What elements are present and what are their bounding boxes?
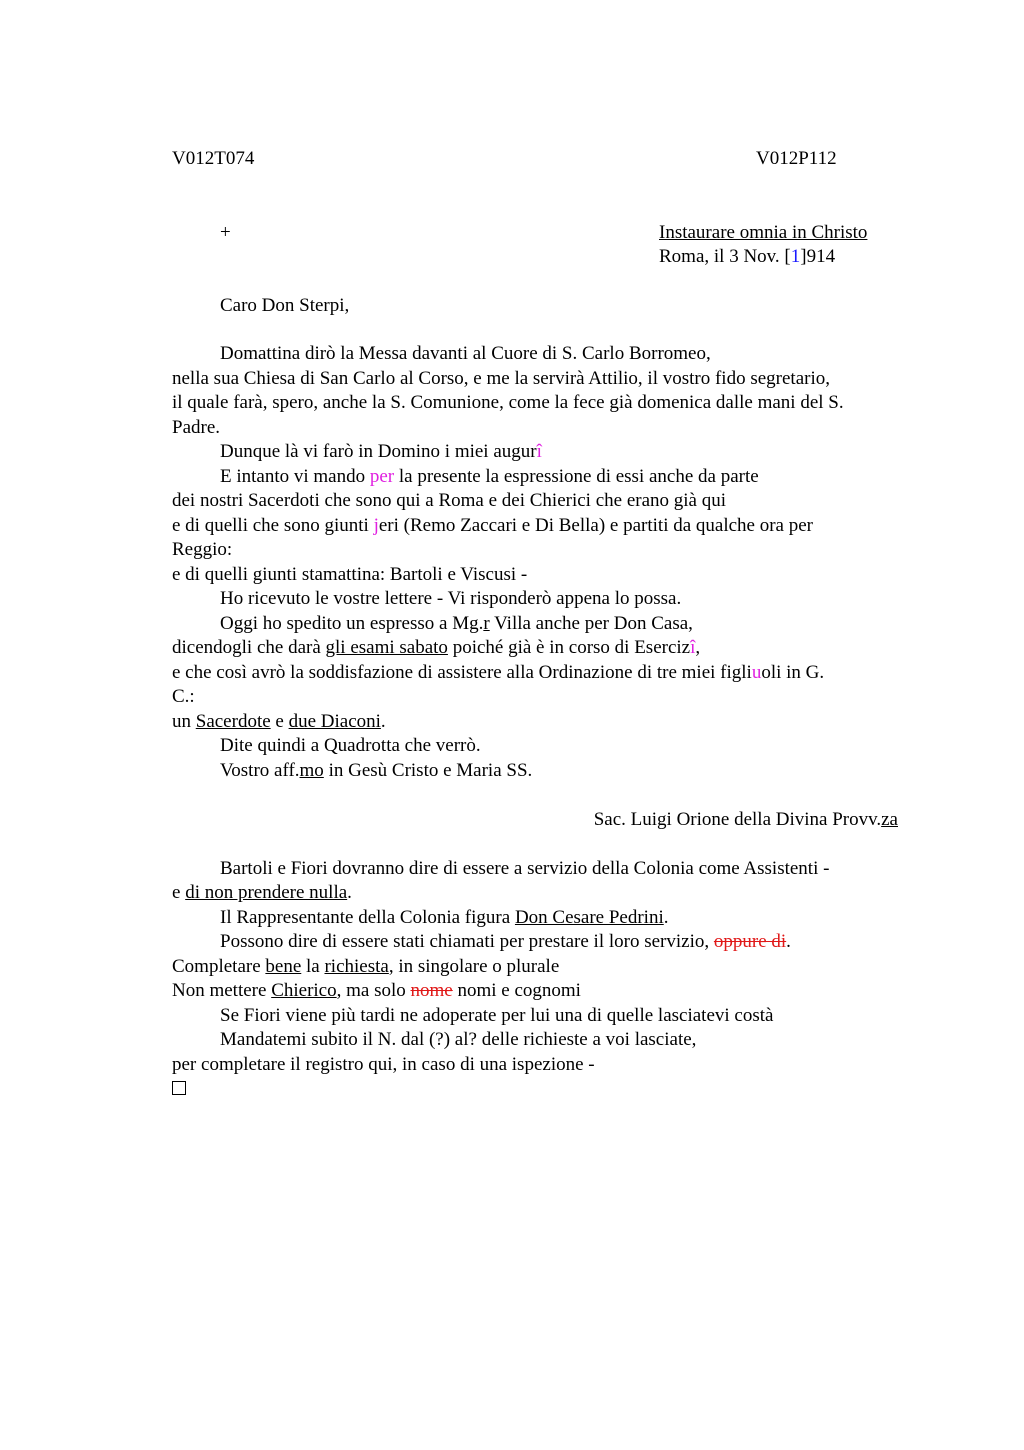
text: , ma solo xyxy=(336,980,411,1001)
text: . xyxy=(786,931,791,952)
underlined-text: mo xyxy=(299,759,324,781)
text: e xyxy=(172,882,186,903)
text: la presente la espressione di essi anche da parte xyxy=(394,465,759,487)
text: . xyxy=(663,906,669,928)
editorial-mark: j xyxy=(373,514,379,536)
text: e che così avrò la soddisfazione di assistere alla Ordinazione di tre miei figli xyxy=(172,661,752,683)
signature-abbr: za xyxy=(881,808,898,830)
text: nomi e cognomi xyxy=(452,980,581,1001)
dateline-post: ]914 xyxy=(800,246,836,267)
underlined-text: di non prendere nulla xyxy=(185,882,348,903)
underlined-text: gli esami sabato xyxy=(325,637,448,658)
body-line xyxy=(172,465,912,490)
editorial-mark: u xyxy=(751,661,762,683)
body-line xyxy=(172,661,912,686)
underlined-text: Chierico xyxy=(271,980,337,1001)
text: E intanto vi mando xyxy=(220,465,370,487)
underlined-text: richiesta xyxy=(324,955,389,977)
body-line: Padre. xyxy=(172,416,221,438)
deleted-text: oppure di xyxy=(713,931,787,952)
text: oli in G. xyxy=(761,661,825,683)
body-line: dei nostri Sacerdoti che sono qui a Roma e dei Chierici che erano già qui xyxy=(172,490,726,511)
body-line: Dite quindi a Quadrotta che verrò. xyxy=(220,735,481,756)
salutation: Caro Don Sterpi, xyxy=(220,295,350,316)
underlined-text: due Diaconi xyxy=(288,710,381,732)
text: un xyxy=(172,710,196,732)
underlined-text: r xyxy=(483,612,490,634)
editorial-mark: per xyxy=(369,465,395,487)
end-mark xyxy=(172,1077,912,1102)
text: e di quelli che sono giunti xyxy=(172,514,374,536)
postscript-line: per completare il registro qui, in caso di una ispezione - xyxy=(172,1053,595,1075)
postscript-line xyxy=(172,906,912,931)
body-line: il quale farà, spero, anche la S. Comunione, come la fece già domenica dalle mani del S. xyxy=(172,392,844,413)
underlined-text: Don Cesare Pedrini xyxy=(514,906,664,928)
body-line: C.: xyxy=(172,686,195,707)
motto: Instaurare omnia in Christo xyxy=(659,222,868,243)
text: la xyxy=(301,955,325,977)
body-line: Domattina dirò la Messa davanti al Cuore di S. Carlo Borromeo, xyxy=(220,343,711,364)
text: Non mettere xyxy=(172,980,272,1001)
editorial-mark: î xyxy=(690,637,696,658)
document-code-right: V012P112 xyxy=(756,148,837,169)
body-line: nella sua Chiesa di San Carlo al Corso, e me la servirà Attilio, il vostro fido segretario, xyxy=(172,367,830,389)
editorial-mark: î xyxy=(536,441,542,462)
text: , xyxy=(695,637,701,658)
text: Dunque là vi farò in Domino i miei augur xyxy=(220,441,537,462)
text: poiché già è in corso di Eserciz xyxy=(447,637,691,658)
body-line xyxy=(172,710,912,735)
body-line xyxy=(172,514,912,539)
deleted-text: nome xyxy=(410,980,453,1001)
signature-text: Sac. Luigi Orione della Divina Provv. xyxy=(593,808,882,830)
body-line: Ho ricevuto le vostre lettere - Vi risponderò appena lo possa. xyxy=(220,588,682,609)
text: Vostro aff. xyxy=(220,759,300,781)
text: in Gesù Cristo e Maria SS. xyxy=(323,759,533,781)
postscript-line: Mandatemi subito il N. dal (?) al? delle richieste a voi lasciate, xyxy=(220,1029,697,1050)
text: . xyxy=(380,710,386,732)
body-line xyxy=(172,759,912,784)
body-line xyxy=(172,636,912,661)
text: eri (Remo Zaccari e Di Bella) e partiti da qualche ora per xyxy=(378,514,814,536)
postscript-line xyxy=(172,930,912,955)
body-line xyxy=(172,612,912,637)
signature xyxy=(172,808,912,833)
body-line: Reggio: xyxy=(172,539,233,560)
text: dicendogli che darà xyxy=(172,637,326,658)
underlined-text: Sacerdote xyxy=(195,710,271,732)
text: . xyxy=(347,882,352,903)
text: Completare xyxy=(172,955,266,977)
dateline-digit: 1 xyxy=(790,246,801,267)
document-code-left: V012T074 xyxy=(172,148,255,169)
cross-mark: + xyxy=(220,222,231,243)
text: Possono dire di essere stati chiamati per prestare il loro servizio, xyxy=(220,931,714,952)
body-line: e di quelli giunti stamattina: Bartoli e Viscusi - xyxy=(172,563,528,585)
underlined-text: bene xyxy=(265,955,302,977)
postscript-line xyxy=(172,955,912,980)
text: Il Rappresentante della Colonia figura xyxy=(220,906,515,928)
text: e xyxy=(270,710,289,732)
postscript-line: Se Fiori viene più tardi ne adoperate per lui una di quelle lasciatevi costà xyxy=(220,1004,774,1026)
dateline-pre: Roma, il 3 Nov. [ xyxy=(659,246,791,267)
text: Villa anche per Don Casa, xyxy=(489,612,693,634)
postscript-line: Bartoli e Fiori dovranno dire di essere a servizio della Colonia come Assistenti - xyxy=(220,857,830,879)
body-line xyxy=(172,440,912,465)
postscript-line xyxy=(172,881,912,906)
text: , in singolare o plurale xyxy=(388,955,560,977)
letter-body xyxy=(172,342,912,1102)
text: Oggi ho spedito un espresso a Mg. xyxy=(220,612,484,634)
dateline xyxy=(659,245,835,269)
postscript-line xyxy=(172,979,912,1004)
empty-box-icon xyxy=(172,1081,186,1095)
